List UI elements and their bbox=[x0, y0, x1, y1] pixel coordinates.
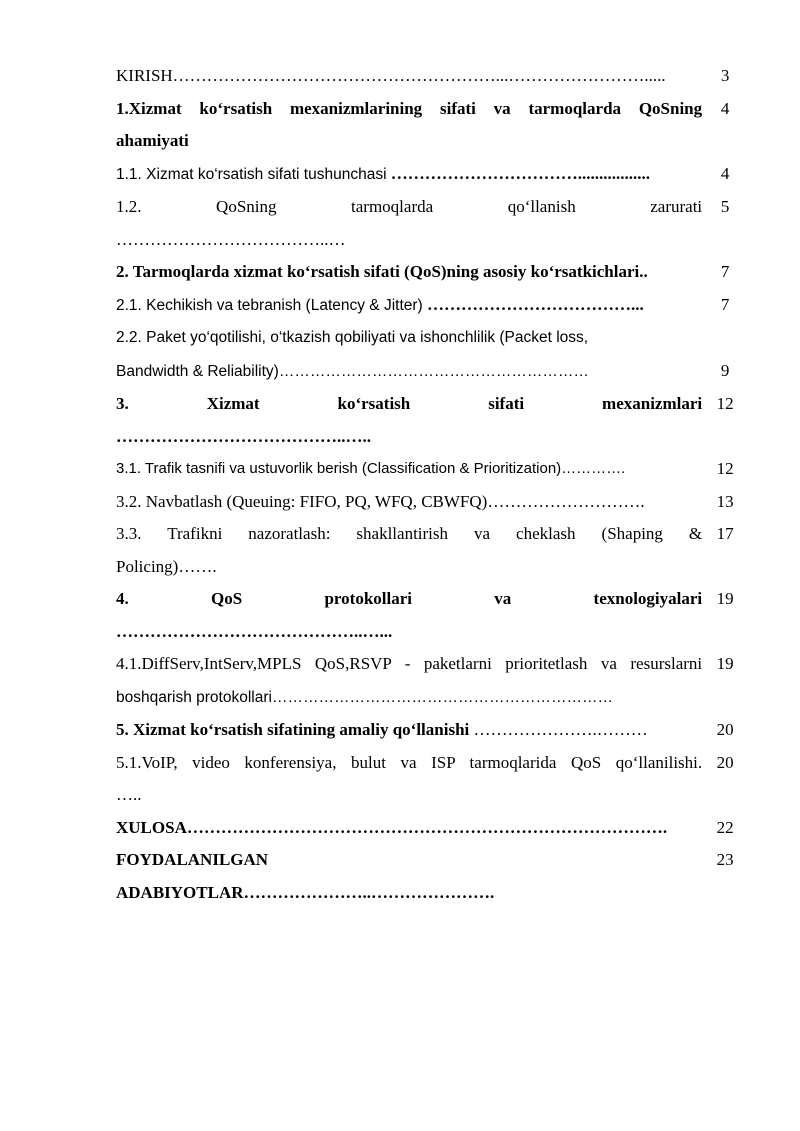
toc-entry-section-4[interactable] bbox=[116, 583, 746, 648]
toc-entry-section-3-3[interactable] bbox=[116, 518, 746, 583]
toc-entry-section-1-2[interactable] bbox=[116, 191, 746, 256]
toc-page-number: 19 bbox=[716, 589, 734, 608]
toc-entry-text-continued: ….. bbox=[116, 785, 142, 804]
toc-entry-text-continued: …………………………………..….. bbox=[116, 426, 371, 446]
toc-entry-text: 3.2. Navbatlash (Queuing: FIFO, PQ, WFQ, CBWFQ)………………………. bbox=[116, 491, 645, 511]
toc-entry-text: KIRISH…………………………………………………...……………………..... bbox=[116, 66, 666, 85]
toc-entry-dots: ……………………………................. bbox=[390, 163, 651, 183]
toc-page-number: 12 bbox=[716, 459, 734, 478]
toc-page-number: 7 bbox=[720, 294, 730, 314]
toc-entry-text: 4. QoS protokollari va texnologiyalari bbox=[116, 589, 703, 608]
toc-entry-text: 3.1. Trafik tasnifi va ustuvorlik berish (Classification & Prioritization)…………. bbox=[116, 460, 626, 477]
toc-entry-text-continued: ahamiyati bbox=[116, 131, 189, 150]
toc-entry-section-2-2[interactable] bbox=[116, 322, 746, 388]
toc-entry-text: 3. Xizmat ko‘rsatish sifati mexanizmlari bbox=[116, 394, 703, 413]
toc-entry-text-continued: ………………………………..… bbox=[116, 229, 346, 249]
toc-entry-foydalanilgan-adabiyotlar[interactable] bbox=[116, 844, 746, 909]
toc-entry-text: 4.1.DiffServ,IntServ,MPLS QoS,RSVP - paketlarni prioritetlash va resurslarni bbox=[116, 654, 703, 673]
toc-entry-text: XULOSA…………………………………………………………………………. bbox=[116, 817, 668, 837]
toc-entry-text: 5. Xizmat ko‘rsatish sifatining amaliy qo‘llanishi bbox=[116, 720, 470, 739]
toc-entry-xulosa[interactable] bbox=[116, 812, 746, 845]
toc-entry-section-2[interactable] bbox=[116, 256, 746, 289]
toc-entry-text: FOYDALANILGAN bbox=[116, 850, 269, 869]
toc-entry-text: 5.1.VoIP, video konferensiya, bulut va ISP tarmoqlarida QoS qo‘llanilishi. bbox=[116, 752, 703, 772]
toc-page-number: 13 bbox=[716, 491, 734, 511]
toc-entry-text: 2. Tarmoqlarda xizmat ko‘rsatish sifati (QoS)ning asosiy ko‘rsatkichlari.. bbox=[116, 262, 648, 281]
toc-entry-section-3[interactable] bbox=[116, 388, 746, 453]
toc-entry-text: 2.2. Paket yo‘qotilishi, o‘tkazish qobiliyati va ishonchlilik (Packet loss, bbox=[116, 329, 589, 346]
toc-entry-dots: ………………….……… bbox=[473, 720, 648, 739]
toc-entry-kirish[interactable] bbox=[116, 60, 746, 93]
toc-page-number: 4 bbox=[720, 98, 730, 118]
toc-entry-text: 1.Xizmat ko‘rsatish mexanizmlarining sifati va tarmoqlarda QoSning bbox=[116, 98, 703, 118]
toc-entry-text-continued: Bandwidth & Reliability)…………………………………………………… bbox=[116, 362, 589, 380]
toc-page-number: 20 bbox=[716, 752, 734, 772]
toc-page-number: 9 bbox=[720, 360, 730, 380]
toc-entry-section-4-1[interactable] bbox=[116, 648, 746, 714]
toc-entry-section-1[interactable] bbox=[116, 93, 746, 158]
toc-page-number: 5 bbox=[720, 197, 730, 216]
toc-page-number: 17 bbox=[716, 524, 734, 543]
toc-entry-section-3-2[interactable] bbox=[116, 486, 746, 519]
toc-entry-text-continued: ADABIYOTLAR…………………..…………………. bbox=[116, 882, 495, 902]
toc-entry-text: 1.2. QoSning tarmoqlarda qo‘llanish zarurati bbox=[116, 197, 703, 216]
toc-page-number: 4 bbox=[720, 163, 730, 183]
toc-page-number: 12 bbox=[716, 394, 734, 413]
toc-entry-text-continued: ……………………………………..…... bbox=[116, 621, 393, 641]
toc-entry-section-1-1[interactable] bbox=[116, 158, 746, 192]
toc-entry-dots: ………………………………... bbox=[426, 294, 644, 314]
table-of-contents bbox=[116, 60, 746, 909]
toc-page-number: 22 bbox=[716, 817, 734, 837]
toc-entry-section-5-1[interactable] bbox=[116, 747, 746, 812]
toc-entry-section-5[interactable] bbox=[116, 714, 746, 747]
toc-entry-text: 3.3. Trafikni nazoratlash: shakllantirish va cheklash (Shaping & bbox=[116, 524, 703, 543]
toc-entry-section-3-1[interactable] bbox=[116, 453, 746, 486]
toc-page-number: 3 bbox=[720, 66, 730, 85]
toc-entry-text-continued: Policing)……. bbox=[116, 556, 217, 576]
toc-entry-text: 2.1. Kechikish va tebranish (Latency & Jitter) bbox=[116, 296, 423, 314]
toc-entry-text: 1.1. Xizmat ko‘rsatish sifati tushunchasi bbox=[116, 165, 387, 183]
toc-page-number: 7 bbox=[720, 262, 730, 281]
toc-page-number: 19 bbox=[716, 654, 734, 673]
toc-entry-section-2-1[interactable] bbox=[116, 289, 746, 323]
toc-page-number: 23 bbox=[716, 850, 734, 869]
toc-page-number: 20 bbox=[716, 720, 734, 739]
toc-entry-text-continued: boshqarish protokollari………………………………………………………… bbox=[116, 688, 613, 706]
